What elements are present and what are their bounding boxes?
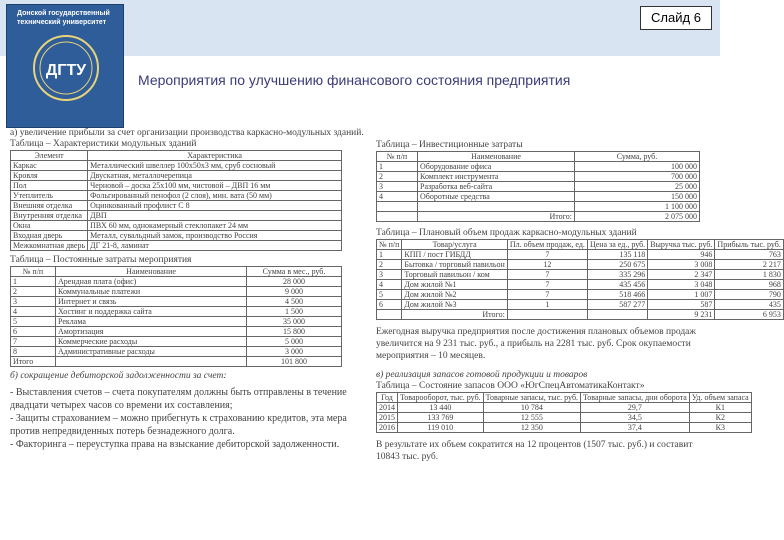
table-cell: Наименование [56,267,247,277]
table-cell: Дом жилой №2 [402,290,507,300]
table4-caption: Таблица – Плановый объем продаж каркасно-модульных зданий [376,228,637,238]
table-header-row [377,393,752,403]
table-cell: 7 [507,250,587,260]
table-cell: 3 [377,182,418,192]
table-row [11,181,342,191]
table-cell: Товарные запасы, дни оборота [581,393,690,403]
table-cell: Прибыль тыс. руб. [715,240,783,250]
table-cell: 1 500 [247,307,342,317]
table-cell: 7 [507,270,587,280]
table-cell: Бытовка / торговый павильон [402,260,507,270]
table-cell: 2 [11,287,56,297]
table-header-row [377,152,700,162]
table-row [11,191,342,201]
table-cell: 15 800 [247,327,342,337]
table-cell: 587 277 [587,300,647,310]
table-cell: 3 000 [247,347,342,357]
table-cell: 763 [715,250,783,260]
table-cell: 29,7 [581,403,690,413]
investment-costs-table [376,151,700,222]
table-cell: Арендная плата (офис) [56,277,247,287]
table-cell: 1 [507,300,587,310]
table-cell: 335 296 [587,270,647,280]
table-row [377,413,752,423]
table-cell: 35 000 [247,317,342,327]
fixed-costs-table [10,266,342,367]
table-cell: 5 000 [247,337,342,347]
table-cell: 13 440 [398,403,484,413]
table-cell: № п/п [377,152,418,162]
table-cell: 9 231 [648,310,715,320]
table-cell: Пол [11,181,88,191]
table-cell: 25 000 [575,182,700,192]
table-cell: 133 769 [398,413,484,423]
table-header-row [11,267,342,277]
table-cell: Сумма, руб. [575,152,700,162]
table-cell: 2 [377,260,402,270]
table-cell: К3 [689,423,751,433]
table-cell: Коммунальные платежи [56,287,247,297]
table-cell: 12 [507,260,587,270]
table-row-total [11,357,342,367]
table-cell: 6 [377,300,402,310]
table-cell: 946 [648,250,715,260]
table-cell: 587 [648,300,715,310]
table-cell: № п/п [377,240,402,250]
table-cell: 4 [377,280,402,290]
section-v-heading: в) реализация запасов готовой продукции и товаров [376,370,588,380]
table-cell: Внутренняя отделка [11,211,88,221]
table-cell: Реклама [56,317,247,327]
table-row [11,241,342,251]
table-cell: Товарные запасы, тыс. руб. [483,393,580,403]
table-cell: Сумма в мес., руб. [247,267,342,277]
table-cell: Хостинг и поддержка сайта [56,307,247,317]
table-cell: 7 [11,337,56,347]
table-cell: 4 500 [247,297,342,307]
table-row [11,201,342,211]
module-characteristics-table [10,150,342,251]
table-row [11,211,342,221]
table-cell [56,357,247,367]
university-logo [6,4,124,128]
table-cell: 1 [377,250,402,260]
table-cell [507,310,587,320]
table-cell: 435 456 [587,280,647,290]
table-cell: Уд. объем запаса [689,393,751,403]
table-cell: 101 800 [247,357,342,367]
table-cell: Кровля [11,171,88,181]
table-row-total [377,310,784,320]
table-cell: Коммерческие расходы [56,337,247,347]
table-row [11,287,342,297]
table-row [11,161,342,171]
table-row [11,297,342,307]
table-cell: Цена за ед., руб. [587,240,647,250]
section-b-paragraph-1: - Выставления счетов – счета покупателям должны быть отправлены в течение двадцати четырех часов со времени их составления; [10,387,347,411]
table-row [11,327,342,337]
table-cell: 2 [377,172,418,182]
section-a-heading: а) увеличение прибыли за счет организации производства каркасно-модульных зданий. [10,128,364,138]
university-emblem-icon [31,33,101,103]
table-cell: Оцинкованный профлист С 8 [88,201,342,211]
table-cell: Металл, сувальдный замок, производство Россия [88,231,342,241]
table-cell: Наименование [418,152,575,162]
table-cell: Двускатная, металлочерепица [88,171,342,181]
table-cell: 1 [377,162,418,172]
table-row-total [377,212,700,222]
table-row [11,277,342,287]
table-cell: Дом жилой №3 [402,300,507,310]
table-cell: 6 953 [715,310,783,320]
section-a-summary: Ежегодная выручка предприятия после достижения плановых объемов продаж увеличится на 9 231 тыс. руб., а прибыль на 2281 тыс. руб. Срок окупаемости мероприятия – 10 месяцев. [376,327,696,361]
table-row [11,171,342,181]
table-row [377,162,700,172]
table-cell: 3 [377,270,402,280]
table-row [377,182,700,192]
table2-caption: Таблица – Постоянные затраты мероприятия [10,255,192,265]
table-row [11,307,342,317]
table-cell: Дом жилой №1 [402,280,507,290]
table-cell: 1 [11,277,56,287]
table-cell: Внешняя отделка [11,201,88,211]
table-row [11,337,342,347]
table-row [11,221,342,231]
page-title: Мероприятия по улучшению финансового состояния предприятия [138,72,571,88]
table1-caption: Таблица – Характеристики модульных зданий [10,139,197,149]
right-column [376,140,781,463]
table-cell: Комплект инструмента [418,172,575,182]
slide-number: Слайд 6 [640,6,712,30]
table-cell: ДГ 21-8, ламинат [88,241,342,251]
table-cell: 250 675 [587,260,647,270]
table-cell [418,202,575,212]
table-cell: 2014 [377,403,398,413]
table-row [377,403,752,413]
table-row [377,423,752,433]
table-cell: 2016 [377,423,398,433]
table-cell: 1 100 000 [575,202,700,212]
table-cell: 700 000 [575,172,700,182]
table-cell: 37,4 [581,423,690,433]
table-cell: 435 [715,300,783,310]
table-cell: 4 [11,307,56,317]
table-cell: Интернет и связь [56,297,247,307]
table-cell: 2 217 [715,260,783,270]
table1-header-char: Характеристика [88,151,342,161]
table-cell: 5 [377,290,402,300]
table-row [377,290,784,300]
table-row [11,231,342,241]
table-cell: 1 007 [648,290,715,300]
table-cell: Металлический швеллер 100х50х3 мм, сруб сосновый [88,161,342,171]
table-cell: 119 010 [398,423,484,433]
table-cell [587,310,647,320]
table-cell: 9 000 [247,287,342,297]
table-cell: Выручка тыс. руб. [648,240,715,250]
logo-text: Донской государственный технический университет [17,10,110,26]
left-column [10,128,372,451]
table-cell [377,202,418,212]
table-cell: 7 [507,280,587,290]
table-cell: Разработка веб-сайта [418,182,575,192]
table-cell: 518 466 [587,290,647,300]
table-row [377,260,784,270]
logo-monogram: ДГТУ [45,62,87,79]
table-row [377,250,784,260]
table3-caption: Таблица – Инвестиционные затраты [376,140,523,150]
table-cell: 6 [11,327,56,337]
table-cell: Административные расходы [56,347,247,357]
table-cell: Амортизация [56,327,247,337]
table-row [377,202,700,212]
table-cell: Окна [11,221,88,231]
table-cell: Итого [11,357,56,367]
table-header-row [11,151,342,161]
table-cell [377,212,418,222]
table-cell: Год [377,393,398,403]
table-cell: 12 555 [483,413,580,423]
table-cell: 1 830 [715,270,783,280]
table-cell: 28 000 [247,277,342,287]
table-cell: 2015 [377,413,398,423]
section-v-summary: В результате их объем сократится на 12 процентов (1507 тыс. руб.) и составит 10843 тыс. руб. [376,440,693,462]
table5-caption: Таблица – Состояние запасов ООО «ЮгСпецАвтоматикаКонтакт» [376,381,645,391]
table-row [377,300,784,310]
table-row [377,280,784,290]
table-cell: Товарооборот, тыс. руб. [398,393,484,403]
table-cell: 34,5 [581,413,690,423]
table-cell: Черновой – доска 25х100 мм, чистовой – ДВП 16 мм [88,181,342,191]
table-cell: 10 784 [483,403,580,413]
table-row [377,172,700,182]
table-cell: Входная дверь [11,231,88,241]
table-cell: К1 [689,403,751,413]
table-cell: ПВХ 60 мм, однокамерный стеклопакет 24 мм [88,221,342,231]
table-cell: 150 000 [575,192,700,202]
table-cell: 2 075 000 [575,212,700,222]
table-cell: 7 [507,290,587,300]
table1-header-element: Элемент [11,151,88,161]
table-cell: Итого: [402,310,507,320]
section-b-paragraph-2: - Защиты страхованием – можно прибегнуть к страхованию кредитов, эта мера против непредвиденных потерь безнадежного долга. [10,413,347,437]
sales-plan-table [376,239,784,320]
table-cell: Пл. объем продаж, ед. [507,240,587,250]
section-b-heading: б) сокращение дебиторской задолженности за счет: [10,371,227,381]
table-cell: 5 [11,317,56,327]
table-cell: № п/п [11,267,56,277]
table-cell: 3 008 [648,260,715,270]
table-row [11,347,342,357]
table-header-row [377,240,784,250]
inventory-table [376,392,752,433]
table-cell: Итого: [418,212,575,222]
table-cell: Межкомнатная дверь [11,241,88,251]
table-cell: 3 [11,297,56,307]
table-cell: Каркас [11,161,88,171]
table-row [11,317,342,327]
table-cell: 4 [377,192,418,202]
table-cell: 790 [715,290,783,300]
table-row [377,192,700,202]
table-cell: Утеплитель [11,191,88,201]
table-cell: Товар/услуга [402,240,507,250]
table-cell: 135 118 [587,250,647,260]
table-cell: КПП / пост ГИБДД [402,250,507,260]
table-row [377,270,784,280]
table-cell: 968 [715,280,783,290]
table-cell: Фольгированный пенофол (2 слоя), мин. вата (50 мм) [88,191,342,201]
table-cell: 12 350 [483,423,580,433]
table-cell: ДВП [88,211,342,221]
table-cell: 8 [11,347,56,357]
table-cell: 2 347 [648,270,715,280]
table-cell: 100 000 [575,162,700,172]
table-cell: Торговый павильон / ком [402,270,507,280]
section-b-paragraph-3: - Факторинга – переуступка права на взыскание дебиторской задолженности. [10,439,340,450]
table-cell: 3 048 [648,280,715,290]
table-cell [377,310,402,320]
table-cell: Оборотные средства [418,192,575,202]
table-cell: К2 [689,413,751,423]
table-cell: Оборудование офиса [418,162,575,172]
